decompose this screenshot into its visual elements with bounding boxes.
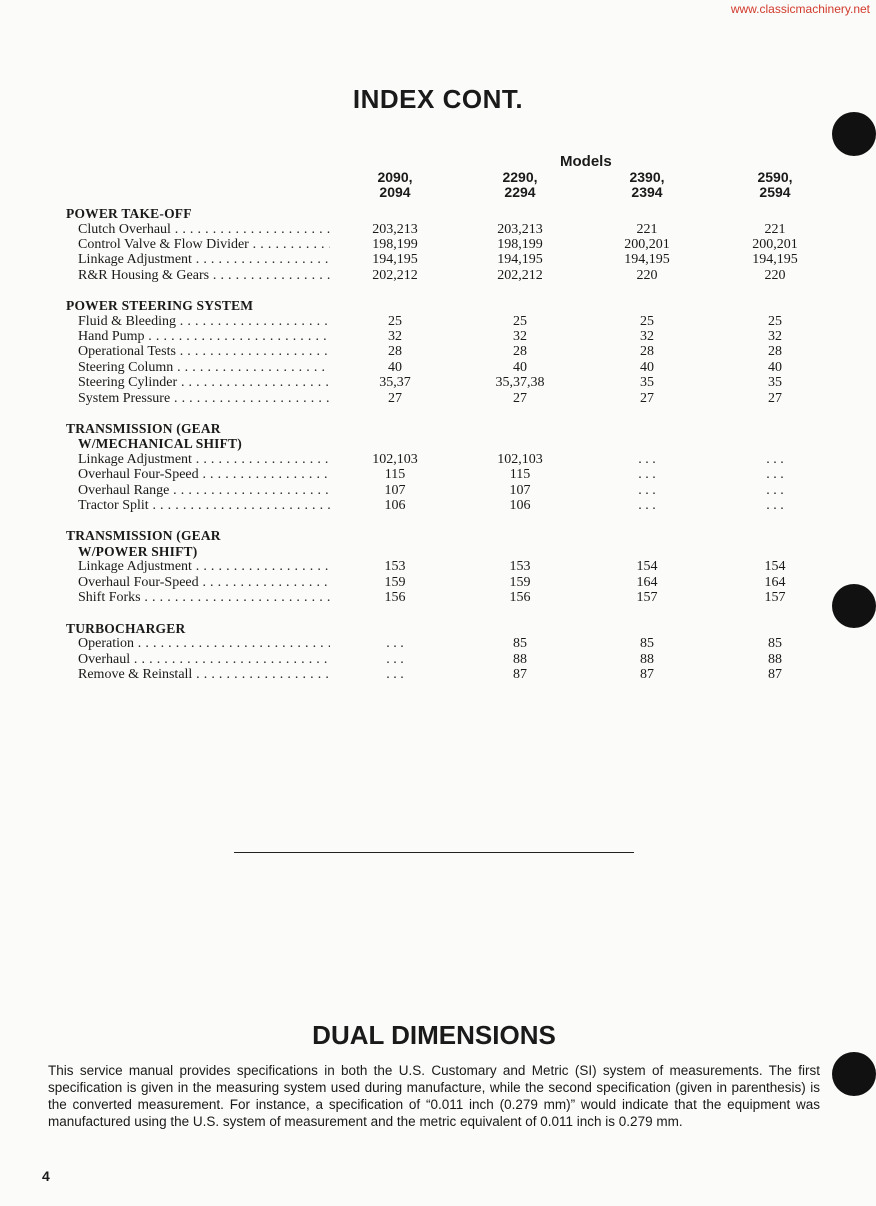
page-ref-model-2: 198,199: [497, 236, 543, 252]
page-ref-model-1: . . .: [386, 651, 404, 667]
page-ref-model-3: 157: [636, 590, 658, 606]
page-ref-model-1: 32: [388, 328, 402, 344]
index-row: [66, 314, 826, 329]
page-ref-model-1: 202,212: [372, 267, 418, 283]
page-ref-model-4: 27: [768, 390, 782, 406]
binder-hole-middle: [832, 584, 876, 628]
index-row-label: Control Valve & Flow Divider . . .: [78, 237, 330, 252]
page-ref-model-2: 153: [509, 559, 531, 575]
index-row-label: Overhaul . . .: [78, 652, 330, 667]
index-section: [66, 621, 826, 683]
page-ref-model-4: 40: [768, 359, 782, 375]
page-ref-model-2: 35,37,38: [495, 375, 545, 391]
section-title-line1: POWER TAKE-OFF: [66, 206, 192, 221]
column-header-3: 2390, 2394: [629, 169, 665, 200]
page-ref-model-4: 220: [764, 267, 786, 283]
index-row: [66, 667, 826, 682]
index-row-label: Operational Tests . . .: [78, 344, 330, 359]
page-ref-model-2: 156: [509, 590, 531, 606]
page-ref-model-2: 88: [513, 651, 527, 667]
page-ref-model-1: . . .: [386, 636, 404, 652]
page-ref-model-4: 87: [768, 666, 782, 682]
page-ref-model-1: 203,213: [372, 221, 418, 237]
index-row: [66, 237, 826, 252]
column-header-1: 2090, 2094: [377, 169, 413, 200]
index-row: [66, 344, 826, 359]
page-ref-model-4: . . .: [766, 482, 784, 498]
page-ref-model-1: 106: [384, 498, 406, 514]
page-ref-model-2: 25: [513, 313, 527, 329]
index-row: [66, 391, 826, 406]
binder-hole-top: [832, 112, 876, 156]
models-label: Models: [560, 153, 612, 170]
page-ref-model-3: 32: [640, 328, 654, 344]
index-row: [66, 467, 826, 482]
page-ref-model-3: . . .: [638, 451, 656, 467]
page-ref-model-2: 102,103: [497, 451, 543, 467]
column-header-2: 2290, 2294: [502, 169, 538, 200]
section-title-line1: TRANSMISSION (GEAR: [66, 528, 221, 544]
dual-dimensions-paragraph: This service manual provides specifications in both the U.S. Customary and Metric (SI) system of measurements. The first specification is given in the measuring system used during manufacture, while the second specification (given in parenthesis) is the converted measurement. For instance, a specification of “0.011 inch (0.279 mm)” would indicate that the equipment was manufactured using the U.S. system of measurement and the metric equivalent of 0.011 inch is 0.279 mm.: [48, 1063, 820, 1129]
page-ref-model-4: 200,201: [752, 236, 798, 252]
page-ref-model-4: . . .: [766, 451, 784, 467]
page-ref-model-1: . . .: [386, 666, 404, 682]
index-row: [66, 375, 826, 390]
page-ref-model-3: 40: [640, 359, 654, 375]
page-ref-model-4: 35: [768, 375, 782, 391]
page-ref-model-1: 25: [388, 313, 402, 329]
page-ref-model-2: 203,213: [497, 221, 543, 237]
section-title: [66, 621, 826, 637]
index-row-label: Tractor Split . . .: [78, 498, 330, 513]
page-ref-model-4: 221: [764, 221, 786, 237]
index-row: [66, 222, 826, 237]
watermark-text: www.classicmachinery.net: [730, 2, 870, 16]
page-ref-model-1: 102,103: [372, 451, 418, 467]
page-ref-model-2: 32: [513, 328, 527, 344]
index-row: [66, 252, 826, 267]
page-ref-model-1: 153: [384, 559, 406, 575]
page-ref-model-4: 154: [764, 559, 786, 575]
section-title: [66, 206, 826, 222]
index-row-label: Remove & Reinstall . . .: [78, 667, 330, 682]
page-ref-model-4: 194,195: [752, 252, 798, 268]
page-ref-model-4: . . .: [766, 498, 784, 514]
page-ref-model-3: . . .: [638, 467, 656, 483]
page-ref-model-2: 87: [513, 666, 527, 682]
index-row-label: Overhaul Four-Speed . . .: [78, 467, 330, 482]
page-ref-model-2: 28: [513, 344, 527, 360]
page-ref-model-2: 40: [513, 359, 527, 375]
page-ref-model-3: 200,201: [624, 236, 670, 252]
index-row: [66, 329, 826, 344]
index-row-label: Steering Cylinder . . .: [78, 375, 330, 390]
page-ref-model-1: 198,199: [372, 236, 418, 252]
page-ref-model-3: 194,195: [624, 252, 670, 268]
index-row: [66, 652, 826, 667]
page-ref-model-3: 35: [640, 375, 654, 391]
page-ref-model-3: . . .: [638, 482, 656, 498]
page-ref-model-3: 221: [636, 221, 658, 237]
divider-rule: [234, 852, 634, 853]
index-row-label: Linkage Adjustment . . .: [78, 559, 330, 574]
page-ref-model-4: 25: [768, 313, 782, 329]
index-row-label: R&R Housing & Gears . . .: [78, 268, 330, 283]
index-row: [66, 559, 826, 574]
page-ref-model-3: 88: [640, 651, 654, 667]
index-row-label: System Pressure . . .: [78, 391, 330, 406]
page-ref-model-4: . . .: [766, 467, 784, 483]
page-ref-model-1: 27: [388, 390, 402, 406]
index-row-label: Linkage Adjustment . . .: [78, 252, 330, 267]
page-ref-model-2: 27: [513, 390, 527, 406]
page-ref-model-2: 85: [513, 636, 527, 652]
index-row-label: Steering Column . . .: [78, 360, 330, 375]
page-ref-model-3: 25: [640, 313, 654, 329]
index-row-label: Shift Forks . . .: [78, 590, 330, 605]
page-ref-model-4: 164: [764, 574, 786, 590]
page-ref-model-2: 106: [509, 498, 531, 514]
page-number: 4: [42, 1168, 50, 1184]
page-ref-model-3: 87: [640, 666, 654, 682]
section-title-line2: W/MECHANICAL SHIFT): [78, 436, 242, 452]
section-title: [66, 528, 826, 559]
page-ref-model-2: 194,195: [497, 252, 543, 268]
index-row: [66, 483, 826, 498]
page-ref-model-3: 85: [640, 636, 654, 652]
page-ref-model-3: 220: [636, 267, 658, 283]
section-title-line1: POWER STEERING SYSTEM: [66, 298, 254, 314]
section-title-line2: W/POWER SHIFT): [78, 543, 198, 559]
page-ref-model-1: 28: [388, 344, 402, 360]
page-ref-model-1: 156: [384, 590, 406, 606]
page-ref-model-2: 115: [509, 467, 531, 483]
column-header-4: 2590, 2594: [757, 169, 793, 200]
index-row: [66, 268, 826, 283]
index-row: [66, 452, 826, 467]
page-ref-model-1: 40: [388, 359, 402, 375]
page-ref-model-3: 27: [640, 390, 654, 406]
index-section: [66, 421, 826, 514]
index-row-label: Linkage Adjustment . . .: [78, 452, 330, 467]
page-ref-model-2: 107: [509, 482, 531, 498]
section-title-line1: TRANSMISSION (GEAR: [66, 420, 221, 436]
page-ref-model-4: 88: [768, 651, 782, 667]
page-title: INDEX CONT.: [352, 84, 524, 114]
page-ref-model-1: 159: [384, 574, 406, 590]
page-ref-model-4: 85: [768, 636, 782, 652]
index-table: [66, 206, 826, 697]
section-title: [66, 298, 826, 314]
index-section: [66, 206, 826, 283]
page-ref-model-2: 202,212: [497, 267, 543, 283]
index-row-label: Overhaul Range . . .: [78, 483, 330, 498]
page-ref-model-1: 107: [384, 482, 406, 498]
section-title-line1: TURBOCHARGER: [66, 620, 186, 636]
page-ref-model-3: 154: [636, 559, 658, 575]
page-ref-model-1: 35,37: [379, 375, 411, 391]
section-heading-dual-dimensions: DUAL DIMENSIONS: [312, 1020, 556, 1050]
index-row: [66, 590, 826, 605]
page-ref-model-3: 28: [640, 344, 654, 360]
page-ref-model-4: 157: [764, 590, 786, 606]
index-row: [66, 360, 826, 375]
index-row-label: Clutch Overhaul . . .: [78, 222, 330, 237]
index-section: [66, 528, 826, 605]
index-row-label: Hand Pump . . .: [78, 329, 330, 344]
index-row: [66, 498, 826, 513]
index-row-label: Overhaul Four-Speed . . .: [78, 575, 330, 590]
page-ref-model-3: 164: [636, 574, 658, 590]
index-row: [66, 575, 826, 590]
index-row-label: Fluid & Bleeding . . .: [78, 314, 330, 329]
page-ref-model-2: 159: [509, 574, 531, 590]
index-row-label: Operation . . .: [78, 636, 330, 651]
page-ref-model-1: 194,195: [372, 252, 418, 268]
binder-hole-bottom: [832, 1052, 876, 1096]
page-ref-model-4: 32: [768, 328, 782, 344]
index-row: [66, 636, 826, 651]
page-ref-model-4: 28: [768, 344, 782, 360]
index-section: [66, 298, 826, 406]
page-ref-model-3: . . .: [638, 498, 656, 514]
section-title: [66, 421, 826, 452]
page-ref-model-1: 115: [384, 467, 406, 483]
